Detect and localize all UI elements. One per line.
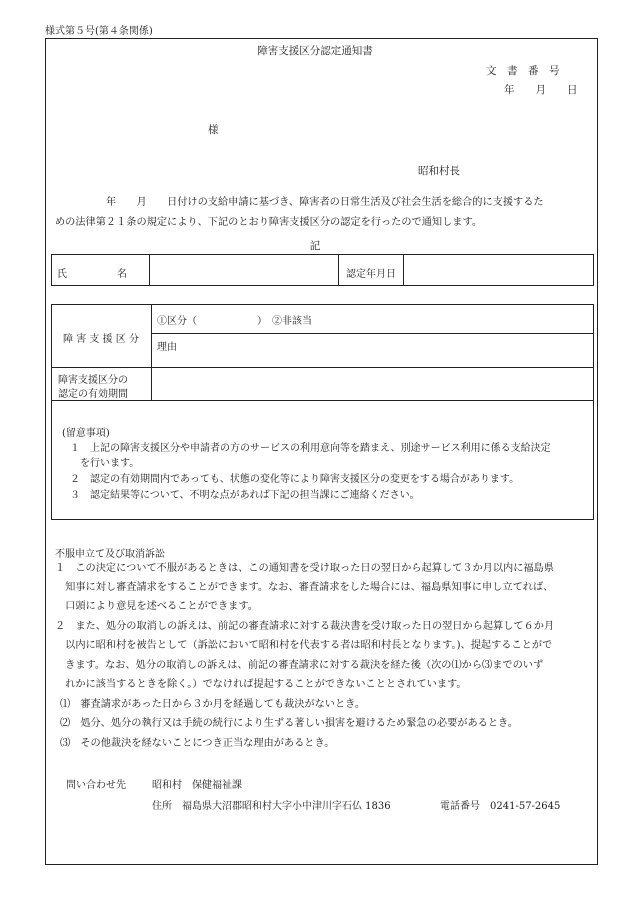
appeal-heading: 不服申立て及び取消訴訟	[55, 549, 165, 560]
category-options: ①区分（ ） ②非該当	[157, 316, 312, 327]
appeal-line: 口頭により意見を述べることができます。	[55, 601, 258, 612]
body-line-2: めの法律第２１条の規定により、下記のとおり障害支援区分の認定を行ったので通知します。	[55, 217, 483, 228]
form-label: 様式第５号(第４条関係)	[45, 26, 153, 37]
appeal-line: 知事に対し審査請求をすることができます。なお、審査請求をした場合には、福島県知事に申し立てれば、	[55, 582, 554, 593]
note-line: １ 上記の障害支援区分や申請者の方のサービスの利用意向等を踏まえ、別途サービス利用に係る支給決定	[70, 443, 551, 454]
name-table-divider	[338, 254, 339, 286]
sender: 昭和村長	[418, 165, 460, 177]
contact-address: 住所 福島県大沼郡昭和村大字小中津川字石仏 1836	[152, 801, 391, 812]
document-title: 障害支援区分認定通知書	[257, 45, 373, 57]
contact-phone: 電話番号 0241-57-2645	[440, 801, 561, 812]
document-number: 文 書 番 号	[486, 65, 560, 77]
addressee-suffix: 様	[208, 124, 219, 136]
ki-label: 記	[309, 240, 321, 252]
note-line: ３ 認定結果等について、不明な点があれば下記の担当課にご連絡ください。	[70, 490, 420, 501]
classification-divider	[51, 400, 594, 401]
appeal-line: ２ また、処分の取消しの訴えは、前記の審査請求に対する裁決書を受け取った日の翌日から起算して６か月	[55, 621, 555, 632]
certification-date-cell[interactable]	[404, 255, 593, 285]
note-line: ２ 認定の有効期間内であっても、状態の変化等により障害支援区分の変更をする場合があります。	[70, 474, 520, 485]
name-value-cell[interactable]	[150, 255, 337, 285]
appeal-line: １ この決定について不服があるときは、この通知書を受け取った日の翌日から起算して３か月以内に福島県	[55, 563, 554, 574]
contact-label: 問い合わせ先	[66, 780, 126, 791]
validity-label-1: 障害支援区分の	[58, 375, 128, 386]
appeal-line: きます。なお、処分の取消しの訴えは、前記の審査請求に対する裁決を経た後（次の⑴から⑶までのいず	[55, 660, 544, 671]
category-label: 障 害 支 援 区 分	[63, 334, 139, 345]
note-line: を行います。	[70, 458, 140, 469]
appeal-item: ⑴ 審査請求があった日から３か月を経過しても裁決がないとき。	[60, 699, 366, 710]
appeal-line: 以内に昭和村を被告として（訴訟において昭和村を代表する者は昭和村長となります。)、提起することがで	[55, 640, 553, 651]
reason-label: 理由	[157, 342, 177, 353]
appeal-line: れかに該当するときを除く。）でなければ提起することができないこととされています。	[55, 679, 467, 690]
appeal-item: ⑶ その他裁決を経ないことにつき正当な理由があるとき。	[60, 738, 335, 749]
notes-heading: (留意事項)	[62, 428, 110, 439]
appeal-item: ⑵ 処分、処分の執行又は手続の続行により生ずる著しい損害を避けるため緊急の必要があるとき。	[60, 718, 519, 729]
validity-value-cell[interactable]	[152, 368, 593, 399]
body-line-1: 年 月 日付けの支給申請に基づき、障害者の日常生活及び社会生活を総合的に支援するた	[55, 197, 544, 208]
certification-date-label: 認定年月日	[346, 269, 396, 280]
contact-office: 昭和村 保健福祉課	[152, 780, 242, 791]
validity-label-2: 認定の有効期間	[58, 389, 128, 400]
name-label: 氏 名	[57, 269, 127, 280]
document-date: 年 月 日	[504, 84, 578, 96]
classification-divider	[151, 333, 594, 334]
